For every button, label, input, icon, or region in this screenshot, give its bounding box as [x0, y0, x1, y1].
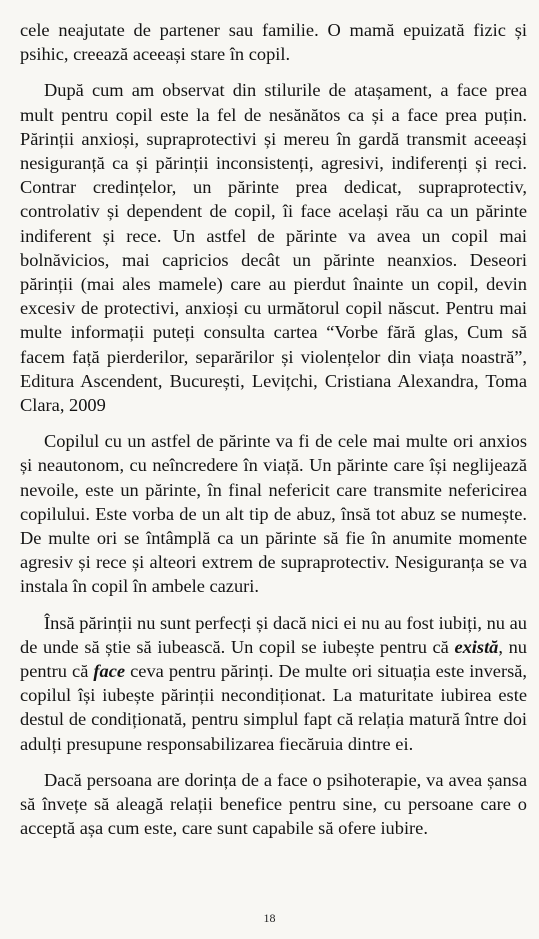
book-page — [20, 18, 527, 853]
paragraph-psychotherapy: Dacă persoana are dorința de a face o psihoterapie, va avea șansa să învețe să aleagă relații benefice pentru sine, cu persoane care o acceptă așa cum este, care sunt capabile să ofere iubire. — [20, 769, 527, 839]
paragraph-text-segment: Însă părinții nu sunt perfecți și dacă nici ei nu au fost iubiți, nu au de unde să știe să iubească. Un copil se iubește pentru că — [20, 612, 527, 657]
paragraph-imperfect-parents — [20, 611, 527, 756]
paragraph-continuation: cele neajutate de partener sau familie. O mamă epuizată fizic și psihic, creează aceeași stare în copil. — [20, 20, 527, 65]
paragraph-text-segment: ceva pentru părinți. De multe ori situația este inversă, copilul își iubește părinții necondiționat. La maturitate iubirea este destul de condiționată, pentru simplul fapt că relația matură între doi adulți presupune responsabilizarea fiecăruia dintre ei. — [20, 661, 527, 754]
emphasis-exista: există — [454, 636, 499, 657]
paragraph-anxious-child: Copilul cu un astfel de părinte va fi de cele mai multe ori anxios și neautonom, cu neîncredere în viață. Un părinte care își neglijează nevoile, este un părinte, în final nefericit care transmite nefericirea copilului. Este vorba de un alt tip de abuz, însă tot abuz se numește. De multe ori se întâmplă ca un părinte să fie în anumite momente agresiv și rece și alteori extrem de supraprotectiv. Nesiguranța se va instala în copil în ambele cazuri. — [20, 431, 527, 597]
page-number: 18 — [263, 911, 276, 925]
paragraph-attachment-styles: După cum am observat din stilurile de atașament, a face prea mult pentru copil este la fel de nesănătos ca și a face prea puțin. Părinții anxioși, supraprotectivi și mereu în gardă transmit aceeași nesiguranță ca și părinții inconsistenți, agresivi, indiferenți și reci. Contrar credințelor, un părinte prea dedicat, supraprotectiv, controlativ și dependent de copil, îi face același rău ca un părinte indiferent și rece. Un astfel de părinte va avea un copil mai bolnăvicios, mai capricios decât un părinte neanxios. Deseori părinții (mai ales mamele) care au pierdut înainte un copil, devin excesiv de protectivi, anxioși cu următorul copil născut. Pentru mai multe informații puteți consulta cartea “Vorbe fără glas, Cum să facem față pierderilor, separărilor și violențelor din viața noastră”, Editura Ascendent, București, Levițchi, Cristiana Alexandra, Toma Clara, 2009 — [20, 80, 527, 416]
emphasis-face: face — [93, 661, 126, 682]
paragraph-text-segment: , nu pentru că — [20, 636, 527, 682]
